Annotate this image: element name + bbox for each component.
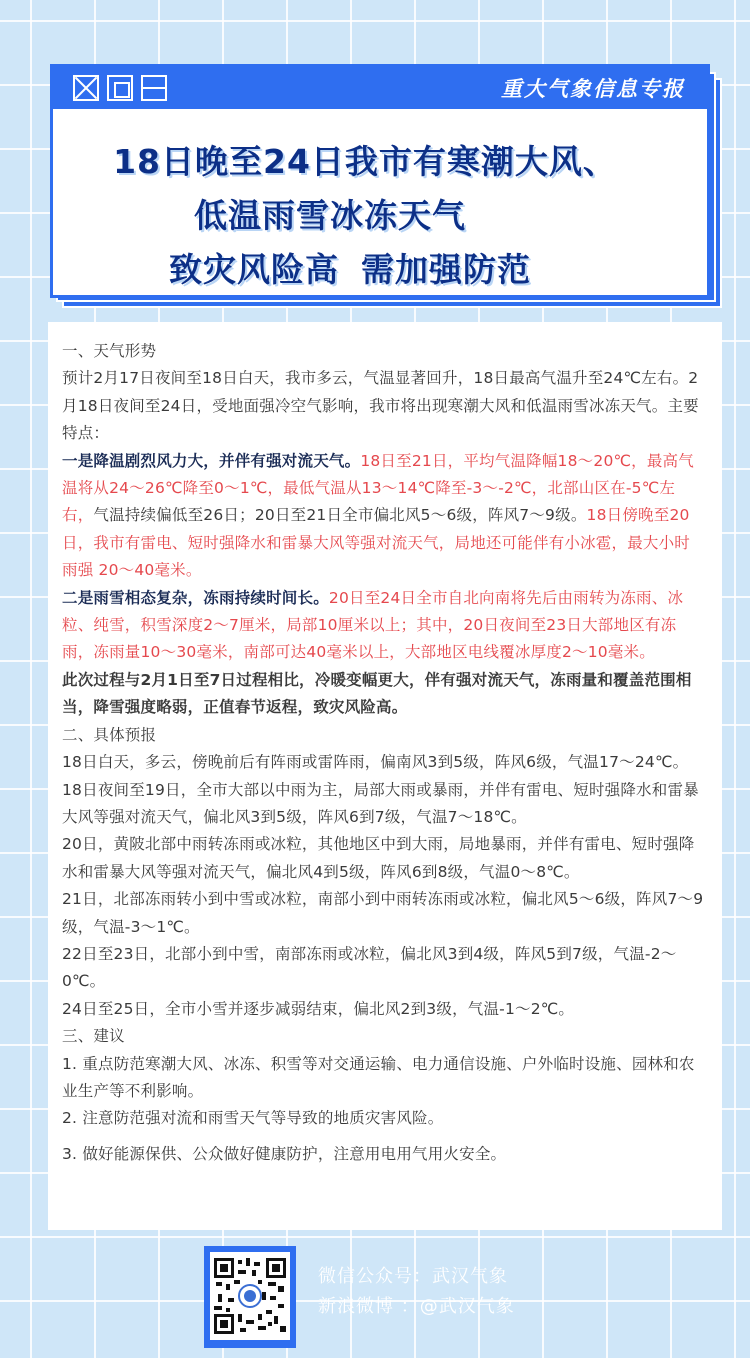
advice-item: 2. 注意防范强对流和雨雪天气等导致的地质灾害风险。 <box>62 1109 444 1128</box>
forecast-item: 22日至23日，北部小到中雪，南部冻雨或冰粒，偏北风3到4级，阵风5到7级，气温-2～0℃。 <box>62 944 677 991</box>
comparison-summary: 此次过程与2月1日至7日过程相比，冷暖变幅更大，伴有强对流天气，冻雨量和覆盖范围相当，降雪强度略弱，正值春节返程，致灾风险高。 <box>62 670 692 717</box>
footer-contacts <box>318 1262 515 1322</box>
title-line-3-part-a: 致灾风险高 <box>169 250 339 289</box>
feature-two-title: 二是雨雪相态复杂，冻雨持续时间长。 <box>62 588 329 607</box>
title-line-3 <box>0 243 707 297</box>
section-heading-forecast: 二、具体预报 <box>62 725 157 744</box>
forecast-item: 18日白天，多云，傍晚前后有阵雨或雷阵雨，偏南风3到5级，阵风6级，气温17～24℃。 <box>62 753 689 772</box>
window-controls <box>73 75 167 101</box>
forecast-item: 18日夜间至19日，全市大部以中雨为主，局部大雨或暴雨，并伴有雷电、短时强降水和雷暴大风等强对流天气，偏北风3到5级，阵风6到7级，气温7～18℃。 <box>62 780 699 826</box>
section-heading-advice: 三、建议 <box>62 1027 125 1046</box>
title-line-3-part-b: 需加强防范 <box>361 250 531 289</box>
qr-code-icon <box>214 1258 286 1334</box>
feature-one <box>62 448 704 585</box>
qr-code[interactable] <box>210 1252 290 1340</box>
restore-icon <box>107 75 133 101</box>
title-line-2: 低温雨雪冰冻天气 <box>194 196 466 235</box>
footer <box>0 1240 750 1358</box>
forecast-item: 21日，北部冻雨转小到中雪或冰粒，南部小到中雨转冻雨或冰粒，偏北风5～6级，阵风7～9级，气温-3～1℃。 <box>62 890 704 936</box>
feature-one-title: 一是降温剧烈风力大，并伴有强对流天气。 <box>62 451 361 470</box>
header-bar <box>53 67 707 109</box>
minimize-icon <box>141 75 167 101</box>
bulletin-content <box>48 322 722 1230</box>
title-line-1: 18日晚至24日我市有寒潮大风、 <box>113 142 617 181</box>
situation-intro: 预计2月17日夜间至18日白天，我市多云，气温显著回升，18日最高气温升至24℃左右。2月18日夜间至24日，受地面强冷空气影响，我市将出现寒潮大风和低温雨雪冰冻天气。主要特点： <box>62 369 699 443</box>
wechat-account: 微信公众号：武汉气象 <box>318 1266 508 1287</box>
feature-two <box>62 585 704 667</box>
forecast-item: 24日至25日，全市小雪并逐步减弱结束，偏北风2到3级，气温-1～2℃。 <box>62 999 575 1018</box>
qr-code-frame <box>204 1246 296 1348</box>
header-card <box>50 64 710 298</box>
page-title <box>53 109 707 297</box>
advice-item: 3. 做好能源保供、公众做好健康防护，注意用电用气用火安全。 <box>62 1144 507 1163</box>
header-label: 重大气象信息专报 <box>501 77 685 101</box>
feature-two-detail-red: 20日至24日全市自北向南将先后由雨转为冻雨、冰粒、纯雪，积雪深度2～7厘米，局部10厘米以上；其中，20日夜间至23日大部地区有冻雨，冻雨量10～30毫米，南部可达40毫米以上，大部地区电线覆冰厚度2～10毫米。 <box>62 588 684 662</box>
advice-item: 1. 重点防范寒潮大风、冰冻、积雪等对交通运输、电力通信设施、户外临时设施、园林和农业生产等不利影响。 <box>62 1054 695 1100</box>
section-heading-situation: 一、天气形势 <box>62 342 157 360</box>
feature-one-convection: 18日傍晚至20日，我市有雷电、短时强降水和雷暴大风等强对流天气，局地还可能伴有小冰雹，最大小时雨强 20～40毫米。 <box>62 506 691 580</box>
weibo-account: 新浪微博 ：@武汉气象 <box>318 1296 515 1317</box>
feature-one-detail-red: 18日至21日，平均气温降幅18～20℃，最高气温将从24～26℃降至0～1℃，最低气温从13～14℃降至-3～-2℃，北部山区在-5℃左右， <box>62 451 694 525</box>
feature-one-detail: 气温持续偏低至26日；20日至21日全市偏北风5～6级，阵风7～9级。 <box>93 506 587 525</box>
close-icon <box>73 75 99 101</box>
forecast-item: 20日，黄陂北部中雨转冻雨或冰粒，其他地区中到大雨，局地暴雨，并伴有雷电、短时强降水和雷暴大风等强对流天气，偏北风4到5级，阵风6到8级，气温0～8℃。 <box>62 835 695 881</box>
